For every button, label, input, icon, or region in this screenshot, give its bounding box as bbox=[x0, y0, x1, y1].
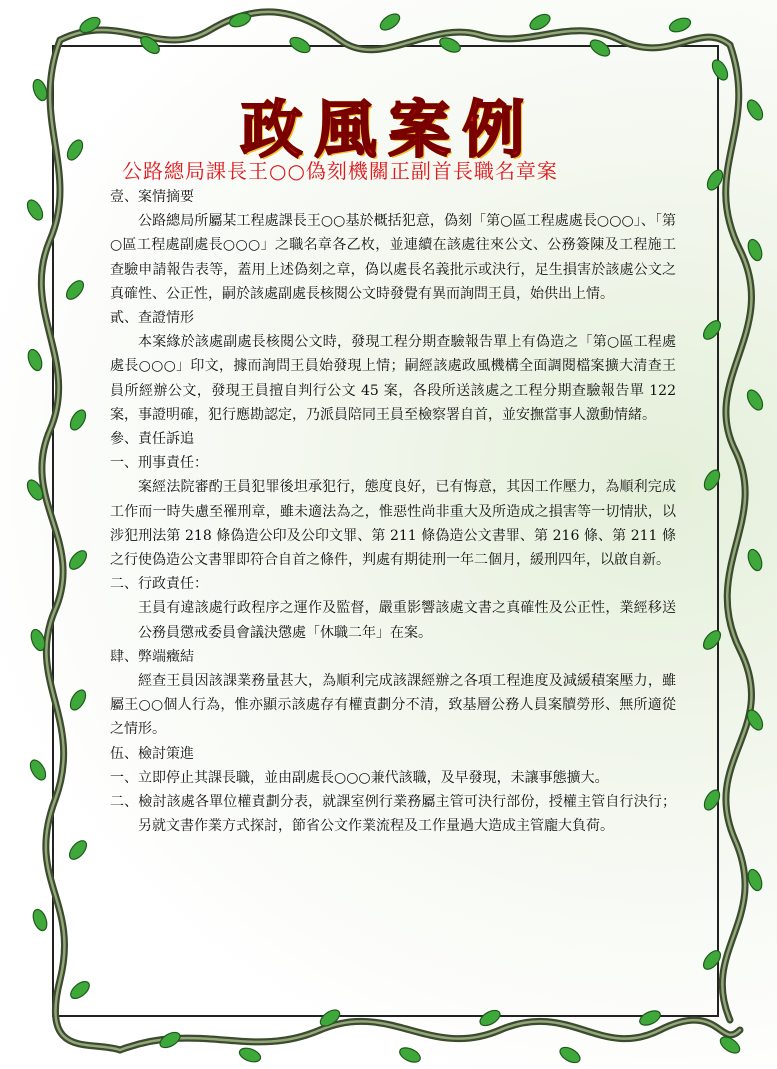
list-item: 二、檢討該處各單位權責劃分表，就課室例行業務屬主管可決行部份，授權主管自行決行；另就文書作業方式探討，節省公文作業流程及工作量過大造成主管龐大負荷。 bbox=[110, 794, 676, 835]
case-subtitle: 公路總局課長王○○偽刻機關正副首長職名章案 bbox=[122, 159, 558, 183]
subsection-heading: 二、行政責任： bbox=[110, 576, 208, 593]
document-body bbox=[110, 185, 676, 838]
subsection-heading: 一、刑事責任： bbox=[110, 455, 208, 472]
section-paragraph: 王員有違該處行政程序之運作及監督，嚴重影響該處文書之真確性及公正性，業經移送公務員懲戒委員會議決懲處「休職二年」在案。 bbox=[138, 600, 676, 641]
section-paragraph: 公路總局所屬某工程處課長王○○基於概括犯意，偽刻「第○區工程處處長○○○」、「第○區工程處副處長○○○」之職名章各乙枚，並連續在該處往來公文、公務簽陳及工程施工查驗申請報告表等，蓋用上述偽刻之章，偽以處長名義批示或決行，足生損害於該處公文之真確性、公正性，嗣於該處副處長核閱公文時發覺有異而詢問王員，始供出上情。 bbox=[110, 213, 676, 302]
page-title: 政風案例 bbox=[240, 93, 537, 166]
section-heading: 參、責任訴追 bbox=[110, 431, 194, 448]
section-paragraph: 本案緣於該處副處長核閱公文時，發現工程分期查驗報告單上有偽造之「第○區工程處處長○○○」印文，據而詢問王員始發現上情；嗣經該處政風機構全面調閱檔案擴大清查王員所經辦公文，發現王員擅自判行公文 45 案，各段所送該處之工程分期查驗報告單 122 案，事證明確，犯行應勘認定，乃派員陪同王員至檢察署自首，並安撫當事人激動情緒。 bbox=[110, 334, 676, 423]
section-heading: 伍、檢討策進 bbox=[110, 745, 194, 762]
section-heading: 壹、案情摘要 bbox=[110, 189, 194, 205]
list-item: 一、立即停止其課長職，並由副處長○○○兼代該職，及早發現，未讓事態擴大。 bbox=[110, 769, 609, 786]
section-heading: 貳、查證情形 bbox=[110, 310, 194, 327]
section-heading: 肆、弊端癥結 bbox=[110, 648, 194, 665]
section-paragraph: 案經法院審酌王員犯罪後坦承犯行，態度良好，已有悔意，其因工作壓力，為順利完成工作而一時失慮至罹刑章，雖未適法為之，惟惡性尚非重大及所造成之損害等一切情狀，以涉犯刑法第 218 條偽造公印及公印文罪、第 211 條偽造公文書罪、第 216 條、第 211 條之行使偽造公文書罪即符合自首之條件，判處有期徒刑一年二個月，緩刑四年，以啟自新。 bbox=[110, 479, 676, 569]
section-paragraph: 經查王員因該課業務量甚大，為順利完成該課經辦之各項工程進度及減緩積案壓力，雖屬王○○個人行為，惟亦顯示該處存有權責劃分不清，致基層公務人員案牘勞形、無所適從之情形。 bbox=[110, 673, 676, 738]
